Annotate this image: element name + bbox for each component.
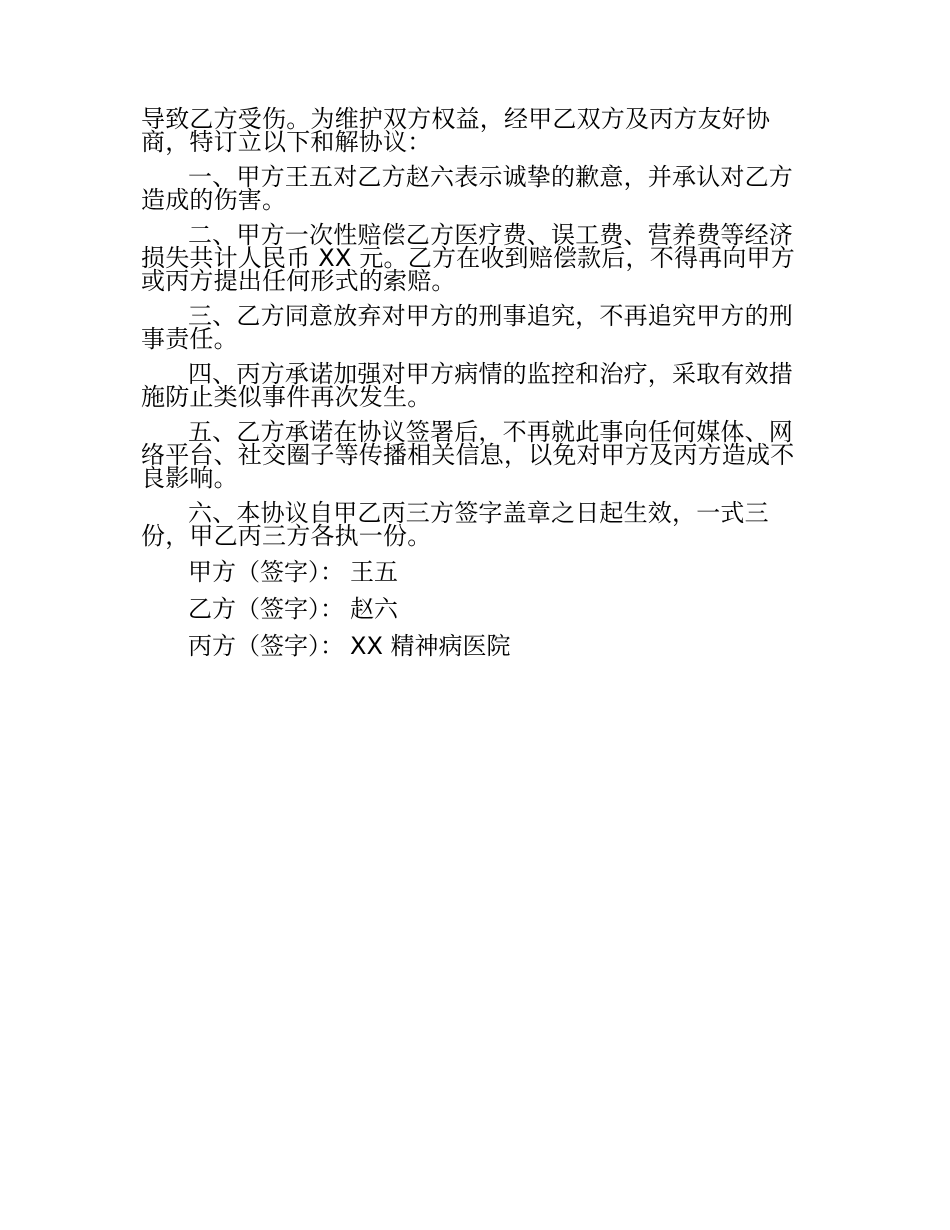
clause-1: 一、甲方王五对乙方赵六表示诚挚的歉意，并承认对乙方造成的伤害。 (141, 163, 793, 214)
clause-2: 二、甲方一次性赔偿乙方医疗费、误工费、营养费等经济损失共计人民币 XX 元。乙方在收到赔偿款后，不得再向甲方或丙方提出任何形式的索赔。 (141, 221, 795, 295)
signature-label: 丙方（签字）： (188, 632, 344, 660)
agreement-body (141, 105, 813, 671)
signature-label: 甲方（签字）： (188, 558, 344, 586)
clause-3: 三、乙方同意放弃对甲方的刑事追究，不再追究甲方的刑事责任。 (141, 302, 793, 353)
clause-5: 五、乙方承诺在协议签署后，不再就此事向任何媒体、网络平台、社交圈子等传播相关信息，以免对甲方及丙方造成不良影响。 (141, 418, 795, 492)
clause-6: 六、本协议自甲乙丙三方签字盖章之日起生效，一式三份，甲乙丙三方各执一份。 (141, 499, 769, 550)
signature-party-a (141, 560, 813, 584)
clause-4: 四、丙方承诺加强对甲方病情的监控和治疗，采取有效措施防止类似事件再次发生。 (141, 360, 793, 411)
signature-party-c (141, 634, 813, 658)
signature-name: XX 精神病医院 (350, 632, 511, 660)
signature-party-b (141, 597, 813, 621)
signature-label: 乙方（签字）： (188, 595, 344, 623)
signature-name: 赵六 (350, 595, 398, 623)
intro-paragraph: 导致乙方受伤。为维护双方权益，经甲乙双方及丙方友好协商，特订立以下和解协议： (141, 105, 771, 156)
signature-name: 王五 (350, 558, 398, 586)
